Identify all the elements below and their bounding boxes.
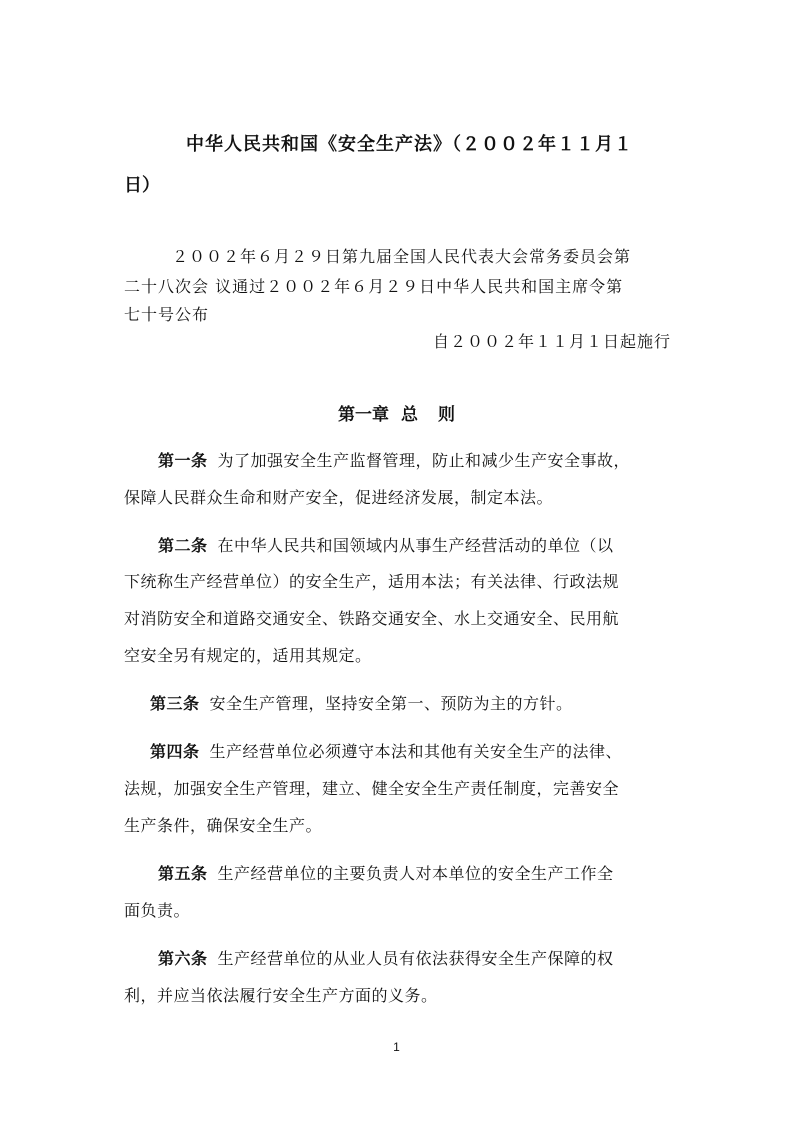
article-text: 为了加强安全生产监督管理，防止和减少生产安全事故， xyxy=(217,451,631,470)
article-number: 第三条 xyxy=(150,694,200,713)
document-title-line-1: 中华人民共和国《安全生产法》（２００２年１１月１ xyxy=(186,134,633,155)
article-6-line-2: 利，并应当依法履行安全生产方面的义务。 xyxy=(124,986,438,1005)
chapter-number: 第一章 xyxy=(338,405,389,425)
document-title-line-2: 日） xyxy=(124,175,160,196)
article-2-line-1 xyxy=(158,533,672,556)
preamble-line-3: 七十号公布 xyxy=(124,305,210,324)
article-2-line-3: 对消防安全和道路交通安全、铁路交通安全、水上交通安全、民用航 xyxy=(124,609,620,628)
article-1-line-2: 保障人民群众生命和财产安全，促进经济发展，制定本法。 xyxy=(124,488,554,507)
preamble-line-2: 二十八次会 议通过２００２年６月２９日中华人民共和国主席令第 xyxy=(124,277,624,296)
chapter-heading xyxy=(0,400,793,425)
article-text: 生产经营单位的从业人员有依法获得安全生产保障的权 xyxy=(217,949,614,968)
article-text: 生产经营单位必须遵守本法和其他有关安全生产的法律、 xyxy=(209,742,623,761)
article-number: 第六条 xyxy=(158,949,208,968)
article-2-line-4: 空安全另有规定的，适用其规定。 xyxy=(124,646,372,665)
article-number: 第四条 xyxy=(150,742,200,761)
article-text: 在中华人民共和国领域内从事生产经营活动的单位（以 xyxy=(217,536,614,555)
chapter-title-char-1: 总 xyxy=(401,405,418,425)
article-number: 第二条 xyxy=(158,536,208,555)
article-5-line-2: 面负责。 xyxy=(124,901,191,920)
article-text: 生产经营单位的主要负责人对本单位的安全生产工作全 xyxy=(217,864,614,883)
article-6-line-1 xyxy=(158,946,672,969)
chapter-title-char-2: 则 xyxy=(438,405,455,425)
article-number: 第五条 xyxy=(158,864,208,883)
page-number: 1 xyxy=(393,1040,400,1054)
article-5-line-1 xyxy=(158,861,672,884)
preamble-line-1: ２００２年６月２９日第九届全国人民代表大会常务委员会第 xyxy=(172,247,632,266)
article-4-line-2: 法规，加强安全生产管理，建立、健全安全生产责任制度，完善安全 xyxy=(124,779,620,798)
article-2-line-2: 下统称生产经营单位）的安全生产，适用本法；有关法律、行政法规 xyxy=(124,572,620,591)
article-number: 第一条 xyxy=(158,451,208,470)
article-4-line-1 xyxy=(150,739,672,762)
effective-date: 自２００２年１１月１日起施行 xyxy=(432,332,671,351)
article-3-line-1 xyxy=(150,691,672,714)
article-text: 安全生产管理，坚持安全第一、预防为主的方针。 xyxy=(209,694,573,713)
article-4-line-3: 生产条件，确保安全生产。 xyxy=(124,816,323,835)
article-1-line-1 xyxy=(158,448,672,471)
